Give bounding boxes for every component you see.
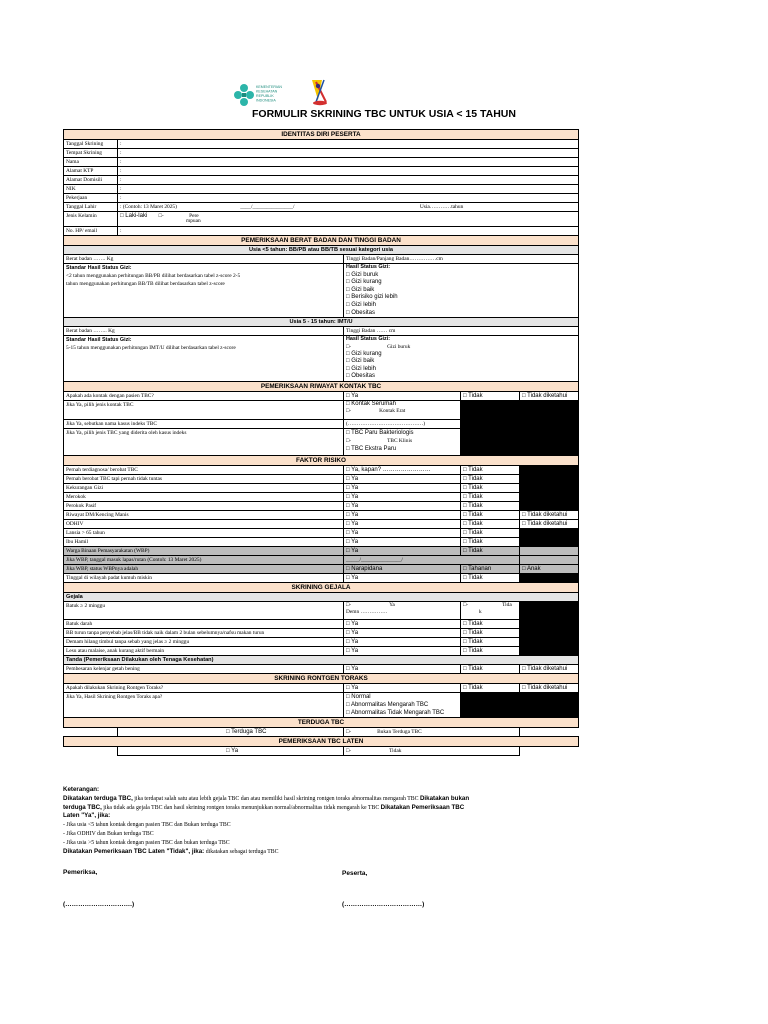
blacked-out-cell [520,501,579,510]
question: Pernah terdiagnosa/ berobat TBC [64,465,344,474]
note-line [63,795,623,804]
gizi-option[interactable]: □ Gizi kurang [346,350,382,357]
note-text: jika terdapat salah satu atau lebih gejala TBC dan atau memiliki hasil skrining rontgen toraks abnormalitas mengarah TBC [132,795,420,802]
field-input[interactable]: : [118,167,579,176]
standar-gizi [64,264,344,318]
note-line: Laten "Ya", jika: [63,812,111,820]
option-narapidana[interactable]: □ Narapidana [344,564,461,573]
question: Jika Ya, pilih jenis TBC yang diderita oleh kasus indeks [64,428,344,455]
blacked-out-cell [520,537,579,546]
question: Pernah berobat TBC tapi pernah tidak tuntas [64,474,344,483]
blacked-out-cell [520,646,579,655]
option-ya[interactable]: □ Ya, kapan? …………………… [344,465,461,474]
field-label: Tanggal Skrining [64,140,118,149]
hasil-gizi-2 [344,336,579,381]
gizi-option[interactable]: □ Gizi lebih [346,301,376,308]
option-tidak-diketahui[interactable]: □ Tidak diketahui [520,683,579,692]
note-bold: Dikatakan terduga TBC, [63,794,133,802]
option-ya[interactable]: □ Ya [344,474,461,483]
blacked-out-cell [520,555,579,564]
field-label: Alamat Domisili [64,176,118,185]
hasil-gizi [344,264,579,318]
field-input[interactable]: : [118,185,579,194]
peserta-label: Peserta, [342,870,368,877]
field-label: Pekerjaan [64,194,118,203]
option-tidak[interactable]: □ Tidak [461,573,520,582]
option-ya[interactable]: □ Ya [344,664,461,673]
subsection-under5: Usia <5 tahun: BB/PB atau BB/TB sesuai kategori usia [64,246,579,255]
option-tidak[interactable]: □ Tidak [461,646,520,655]
gizi-option-label: Gizi buruk [387,343,411,350]
option-ya[interactable]: □- [346,601,352,608]
laten-tidak-cell [344,746,520,755]
spacer-cell [520,746,579,755]
question: Pembesaran kelenjar getah bening [64,664,344,673]
option-tidak-diketahui[interactable]: □ Tidak diketahui [520,510,579,519]
option-ekstra-paru[interactable]: □ TBC Ekstra Paru [346,445,397,452]
note-line: - Jika ODHIV dan Bukan terduga TBC [63,830,154,837]
campaign-emblem-icon [312,80,327,105]
standar-line: 5-15 tahun menggunakan perhitungan IMT/U dilihat berdasarkan tabel z-score [66,345,236,352]
note-bold: Dikatakan Pemeriksaan TBC Laten "Tidak", jika: [63,847,205,855]
field-label: Tanggal Lahir [64,203,118,212]
gizi-option[interactable]: □ Gizi baik [346,286,375,293]
note-line [63,804,623,813]
option-tidak-diketahui[interactable]: □ Tidak diketahui [520,664,579,673]
option-laten-tidak[interactable]: □- [346,747,352,754]
option-ya[interactable]: □ Ya [344,510,461,519]
gender-female-label: Pere [189,213,199,219]
option-klinis[interactable]: □- [346,437,352,444]
question: Merokok [64,492,344,501]
option-tahanan[interactable]: □ Tahanan [461,564,520,573]
note-line [63,848,623,857]
option-erat-label: Kontak Erat [379,407,406,414]
section-rontgen: SKRINING RONTGEN TORAKS [64,673,579,683]
logo-symbol-icon [234,84,254,106]
option-tidak[interactable]: □ Tidak [461,492,520,501]
keterangan-title: Keterangan: [63,786,100,793]
birthdate-hint: : (Contoh: 13 Maret 2025) [120,204,177,210]
question: Lansia > 65 tahun [64,528,344,537]
option-ya[interactable]: □ Ya [344,528,461,537]
option-ya[interactable]: □ Ya [344,492,461,501]
option-ya[interactable]: □ Ya [344,619,461,628]
age-field: Usia…………tahun [419,204,464,210]
hasil-label: Hasil Status Gizi: [346,264,391,270]
tbc-type-options [344,428,461,455]
option-tidak[interactable]: □ Tidak [461,519,520,528]
spacer-cell [64,727,118,736]
gizi-option[interactable]: □ Gizi baik [346,358,375,365]
svg-text:KEMENTERIAN: KEMENTERIAN [256,85,282,89]
option-ya[interactable]: □ Ya [344,646,461,655]
pemeriksa-signature-line[interactable]: (………………………….) [63,901,135,908]
option-bukan-terduga-label: Bukan Terduga TBC [377,728,422,735]
blacked-out-cell [520,637,579,646]
standar-line: tahun menggunakan perhitungan BB/TB dilihat berdasarkan tabel z-score [66,281,225,287]
screening-form [63,129,578,756]
blacked-out-cell [520,628,579,637]
option-ya-label: Ya [389,601,395,608]
option-tidak[interactable]: □ Tidak [461,628,520,637]
question: BB turun tanpa penyebab jelas/BB tidak naik dalam 2 bulan sebelumnya/nafsu makan turun [64,628,344,637]
question: Kekurangan Gizi [64,483,344,492]
option-normal[interactable]: □ Normal [346,693,371,700]
option-klinis-label: TBC Klinis [387,437,413,444]
field-label: Jenis Kelamin [64,212,118,227]
option-serumah[interactable]: □ Kontak Serumah [346,400,396,407]
option-tidak[interactable]: □ Tidak [461,619,520,628]
gizi-option[interactable]: □ Gizi buruk [346,271,379,278]
field-input[interactable]: : [118,140,579,149]
option-tidak-label-cont: k [479,608,482,615]
blacked-out-cell [461,400,579,455]
field-input[interactable]: : [118,227,579,236]
standar-label: Standar Hasil Status Gizi: [66,265,132,271]
gizi-option[interactable]: □ Gizi kurang [346,279,382,286]
field-input[interactable]: : [118,194,579,203]
question: Lesu atau malaise, anak kurang aktif bermain [64,646,344,655]
standar-line: <2 tahun menggunakan perhitungan BB/PB dilihat berdasarkan tabel z-score 2-5 [66,273,241,279]
option-ya[interactable]: □ Ya [344,391,461,400]
birthdate-input[interactable] [118,203,579,212]
wbp-date-input[interactable]: _____/_______________/ [344,555,520,564]
option-ya[interactable]: □ Ya [344,483,461,492]
question: ODHIV [64,519,344,528]
option-abnormal-non-tbc[interactable]: □ Abnormalitas Tidak Mengarah TBC [346,709,445,716]
question: Perokok Pasif [64,501,344,510]
question: Jika WBP, tanggal masuk lapas/rutan (Contoh: 13 Maret 2025) [64,555,344,564]
option-tidak[interactable]: □ Tidak [461,474,520,483]
option-erat[interactable]: □- [346,407,352,414]
option-tidak-diketahui[interactable]: □ Tidak diketahui [520,391,579,400]
option-tidak[interactable]: □ Tidak [461,546,520,555]
subsection-tanda: Tanda (Pemeriksaan Dilakukan oleh Tenaga Kesehatan) [64,655,579,664]
option-tidak[interactable]: □ Tidak [461,528,520,537]
option-anak[interactable]: □ Anak [520,564,579,573]
spacer-cell [520,727,579,736]
blacked-out-cell [520,474,579,483]
option-ya[interactable]: □ Ya [344,637,461,646]
note-text: jika tidak ada gejala TBC dan hasil skrining rontgen toraks menunjukkan normal/abnormalitas tidak mengarah ke TBC [101,804,381,811]
field-input[interactable]: : [118,176,579,185]
blacked-out-cell [520,483,579,492]
option-tidak[interactable]: □ Tidak [461,683,520,692]
gizi-option[interactable]: □ Obesitas [346,373,375,380]
option-ya[interactable]: □ Ya [344,628,461,637]
option-abnormal-tbc[interactable]: □ Abnormalitas Mengarah TBC [346,701,429,708]
option-terduga[interactable]: □ Terduga TBC [118,727,344,736]
question: Tinggal di wilayah padat kumuh miskin [64,573,344,582]
peserta-signature-line[interactable]: (………………………………) [342,901,425,908]
gizi-option[interactable]: □ Obesitas [346,309,375,316]
section-kontak: PEMERIKSAAN RIWAYAT KONTAK TBC [64,381,579,391]
blacked-out-cell [520,528,579,537]
question: Demam hilang timbul tanpa sebab yang jelas ≥ 2 minggu [64,637,344,646]
gender-female-label-cont: mpuan [186,218,201,224]
section-laten: PEMERIKSAAN TBC LATEN [64,736,579,746]
question: Jika Ya, pilih jenis kontak TBC [64,400,344,419]
option-ya[interactable]: □ Ya [344,501,461,510]
blacked-out-cell [520,573,579,582]
question: Batuk ≥ 2 minggu [64,601,344,619]
duration-field[interactable]: Demn …………… [346,608,388,615]
option-tidak[interactable]: □ Tidak [461,465,520,474]
hasil-label: Hasil Status Gizi: [346,336,391,343]
standar-label: Standar Hasil Status Gizi: [66,337,132,344]
weight-field[interactable]: Berat badan ……. Kg [64,255,344,264]
note-line: - Jika usia <5 tahun kontak dengan pasien TBC dan Bukan terduga TBC [63,822,231,829]
option-bukan-terduga[interactable]: □- [346,728,352,735]
question: Jika Ya, sebutkan nama kasus indeks TBC [64,419,344,428]
form-title: FORMULIR SKRINING TBC UNTUK USIA < 15 TAHUN [252,108,516,120]
field-label: Alamat KTP [64,167,118,176]
field-label: Nama [64,158,118,167]
spacer-cell [64,746,118,755]
subsection-gejala: Gejala [64,592,579,601]
option-tidak[interactable]: □ Tidak [461,664,520,673]
option-tidak[interactable]: □ Tidak [461,637,520,646]
note-line: - Jika usia >5 tahun kontak dengan pasien TBC dan bukan terduga TBC [63,839,230,846]
question: Jika WBP, status WBPnya adalah [64,564,344,573]
section-terduga: TERDUGA TBC [64,717,579,727]
birthdate-blank: ____/_______________/ [240,204,295,210]
rontgen-result-options [344,692,461,717]
svg-text:INDONESIA: INDONESIA [256,98,276,103]
option-tidak-diketahui[interactable]: □ Tidak diketahui [520,519,579,528]
field-label: Tempat Skrining [64,149,118,158]
option-ya[interactable]: □ Ya [344,537,461,546]
standar-gizi-2 [64,336,344,381]
index-case-name[interactable]: (……………………………………) [344,419,461,428]
field-input[interactable]: : [118,149,579,158]
option-tidak[interactable]: □ Tidak [461,510,520,519]
question: Riwayat DM/Kencing Manis [64,510,344,519]
gizi-option[interactable]: □- [346,343,352,350]
question: Batuk darah [64,619,344,628]
keterangan-notes [63,786,623,856]
blacked-out-cell [520,601,579,619]
kemenkes-logo [232,78,372,112]
question: Apakah ada kontak dengan pasien TBC? [64,391,344,400]
batuk-tidak-cell [461,601,520,619]
question: Jika Ya, Hasil Skrining Rontgen Toraks apa? [64,692,344,717]
question: Apakah dilakukan Skrining Rontgen Toraks? [64,683,344,692]
note-bold: Dikatakan bukan [419,794,470,802]
blacked-out-cell [520,465,579,474]
field-label: No. HP/ email [64,227,118,236]
option-tidak[interactable]: □ Tidak [461,501,520,510]
blacked-out-cell [461,692,579,717]
option-laten-tidak-label: Tidak [389,747,402,754]
svg-text:REPUBLIK: REPUBLIK [256,94,274,98]
gender-options [118,212,579,227]
height-field[interactable]: Tinggi Badan …… cm [344,327,579,336]
option-tidak[interactable]: □ Tidak [461,537,520,546]
option-tidak[interactable]: □- [463,601,469,608]
section-bbtb: PEMERIKSAAN BERAT BADAN DAN TINGGI BADAN [64,236,579,246]
option-tidak[interactable]: □ Tidak [461,483,520,492]
option-ya[interactable]: □ Ya [344,573,461,582]
question: Warga Binaan Pemasyarakatan (WBP) [64,546,344,555]
gizi-option[interactable]: □ Berisiko gizi lebih [346,294,398,301]
bukan-terduga-cell [344,727,520,736]
subsection-5to15: Usia 5 - 15 tahun: IMT/U [64,318,579,327]
section-gejala: SKRINING GEJALA [64,582,579,592]
field-input[interactable]: : [118,158,579,167]
option-tidak-label: Tida [502,601,512,608]
note-bold: terduga TBC, [63,803,102,811]
form-table [63,129,579,756]
section-risiko: FAKTOR RISIKO [64,455,579,465]
gizi-option[interactable]: □ Gizi lebih [346,365,376,372]
field-label: NIK [64,185,118,194]
pemeriksa-label: Pemeriksa, [63,869,98,876]
weight-field[interactable]: Berat badan …….. Kg [64,327,344,336]
option-laten-ya[interactable]: □ Ya [118,746,344,755]
note-bold: Dikatakan Pemeriksaan TBC [380,803,465,811]
batuk-ya-cell [344,601,461,619]
option-bakteriologis[interactable]: □ TBC Paru Bakteriologis [346,429,414,436]
svg-text:KESEHATAN: KESEHATAN [256,89,278,94]
gender-male-checkbox[interactable]: □ Laki-laki [120,213,148,219]
option-ya[interactable]: □ Ya [344,519,461,528]
section-identitas: IDENTITAS DIRI PESERTA [64,130,579,140]
gender-female-checkbox[interactable]: □- [158,213,164,219]
note-text: dikatakan sebagai terduga TBC [204,848,279,855]
option-ya[interactable]: □ Ya [344,683,461,692]
blacked-out-cell [520,492,579,501]
option-tidak[interactable]: □ Tidak [461,391,520,400]
kontak-options [344,400,461,419]
option-ya[interactable]: □ Ya [344,546,461,555]
blacked-out-cell [520,546,579,555]
question: Ibu Hamil [64,537,344,546]
blacked-out-cell [520,619,579,628]
height-field[interactable]: Tinggi Badan/Panjang Badan……………cm [344,255,579,264]
